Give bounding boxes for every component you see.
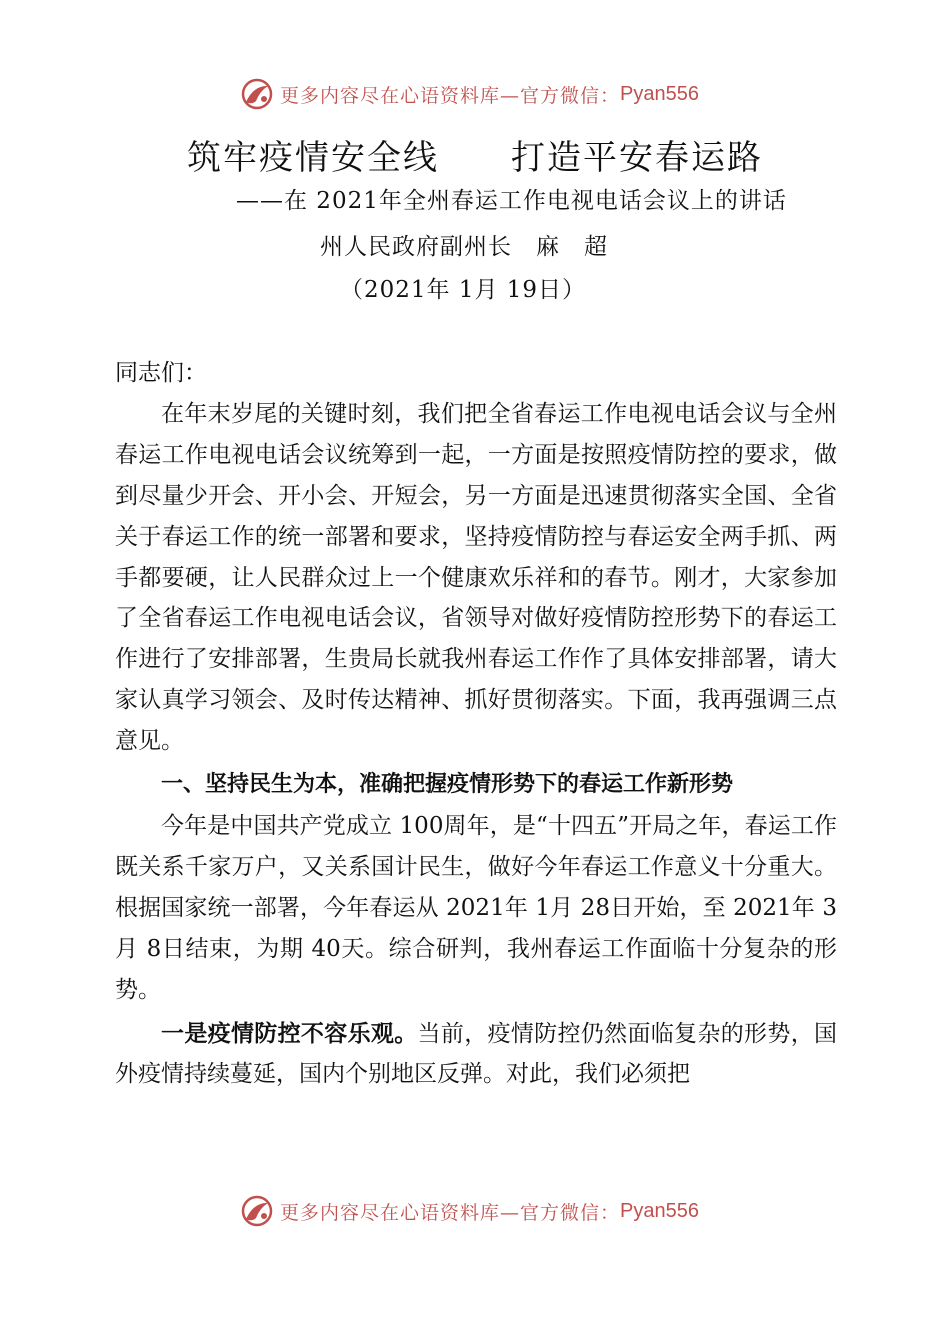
watermark-text: 更多内容尽在心语资料库—官方微信： [280, 1201, 621, 1224]
brush-logo-icon [240, 1194, 274, 1228]
paragraph-situation: 今年是中国共产党成立 100周年，是“十四五”开局之年，春运工作既关系千家万户，又关系国计民生，做好今年春运工作意义十分重大。根据国家统一部署，今年春运从 2021年 1月 28日开始，至 2021年 3月 8日结束，为期 40天。综合研判，我州春运工作面临十分复杂的形势。 [115, 812, 837, 1003]
brush-logo-icon [240, 77, 274, 111]
speech-date: （2021年 1月 19日） [340, 277, 587, 303]
paragraph-intro: 在年末岁尾的关键时刻，我们把全省春运工作电视电话会议与全州春运工作电视电话会议统筹到一起，一方面是按照疫情防控的要求，做到尽量少开会、开小会、开短会，另一方面是迅速贯彻落实全国、全省关于春运工作的统一部署和要求，坚持疫情防控与春运安全两手抓、两手都要硬，让人民群众过上一个健康欢乐祥和的春节。刚才，大家参加了全省春运工作电视电话会议，省领导对做好疫情防控形势下的春运工作进行了安排部署，生贵局长就我州春运工作作了具体安排部署，请大家认真学习领会、及时传达精神、抓好贯彻落实。下面，我再强调三点意见。 [115, 400, 837, 755]
watermark-text: 更多内容尽在心语资料库—官方微信： [280, 84, 621, 107]
section-heading-1: 一、坚持民生为本，准确把握疫情形势下的春运工作新形势 [161, 772, 734, 798]
document-subtitle: ——在 2021年全州春运工作电视电话会议上的讲话 [236, 188, 787, 214]
watermark-header [240, 76, 699, 112]
watermark-wechat-id: Pyan556 [620, 82, 699, 105]
speaker-line: 州人民政府副州长 麻 超 [320, 234, 608, 260]
document-title: 筑牢疫情安全线 打造平安春运路 [187, 138, 763, 178]
watermark-footer [240, 1193, 699, 1229]
document-body [115, 353, 837, 1095]
watermark-wechat-id: Pyan556 [620, 1199, 699, 1222]
paragraph-point-1 [115, 1014, 837, 1096]
point-1-text: 当前，疫情防控仍然面临复杂的形势，国外疫情持续蔓延，国内个别地区反弹。对此，我们必须把 [115, 1020, 838, 1088]
point-1-lead: 一是疫情防控不容乐观。 [161, 1019, 418, 1047]
greeting: 同志们： [115, 360, 207, 386]
